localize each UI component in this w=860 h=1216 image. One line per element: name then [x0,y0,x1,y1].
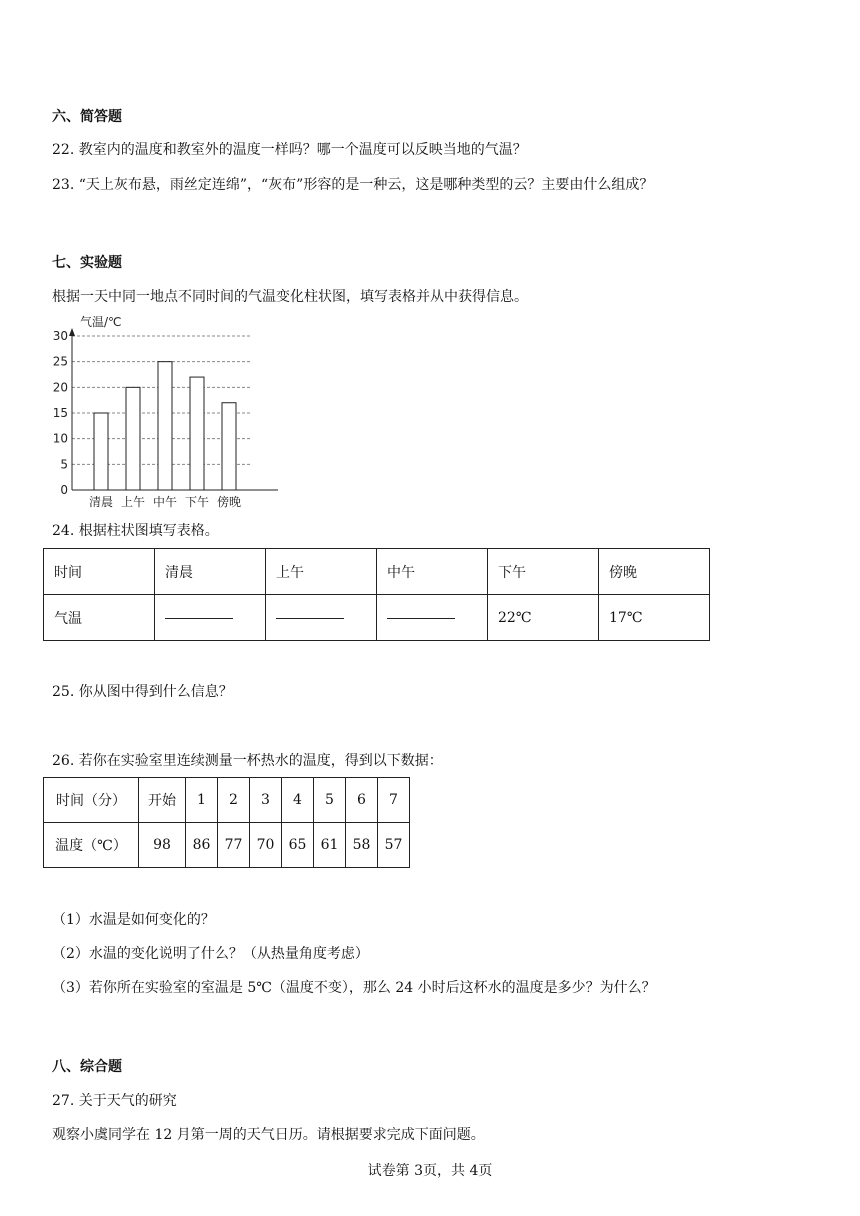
chart-x-tick-label: 清晨 [88,495,114,509]
chart-y-tick-label: 15 [52,406,68,420]
table-cell: 开始 [139,778,186,823]
table-cell: 77 [218,823,250,868]
chart-y-tick-labels [53,329,68,497]
chart-bar [126,387,140,490]
table-cell: 22℃ [488,595,599,641]
question-22: 22. 教室内的温度和教室外的温度一样吗？哪一个温度可以反映当地的气温？ [52,142,527,158]
table-cell: 1 [186,778,218,823]
chart-bar [158,362,172,490]
table-cell: 气温 [44,595,155,641]
chart-y-axis-label: 气温/℃ [80,315,122,329]
table-cell: 4 [282,778,314,823]
water-temperature-table [43,777,410,868]
chart-bar [94,413,108,490]
chart-y-tick-label: 20 [52,380,68,395]
table-cell: 7 [378,778,410,823]
table-cell: 3 [250,778,282,823]
table-row [44,823,410,868]
question-26-part-2: （2）水温的变化说明了什么？（从热量角度考虑） [52,946,369,962]
table-cell: 57 [378,823,410,868]
section-6-title: 六、简答题 [52,109,122,125]
table-cell: 70 [250,823,282,868]
table-cell: 17℃ [599,595,710,641]
table-row [44,778,410,823]
temperature-fill-table [43,548,710,641]
chart-bar [222,403,236,490]
chart-bars [94,362,236,490]
table-cell: 上午 [266,549,377,595]
table-cell: 傍晚 [599,549,710,595]
table-cell: 86 [186,823,218,868]
table-cell: 5 [314,778,346,823]
experiment-intro: 根据一天中同一地点不同时间的气温变化柱状图，填写表格并从中获得信息。 [52,289,528,305]
chart-y-tick-label: 5 [60,457,68,472]
question-26-part-1: （1）水温是如何变化的？ [52,912,215,928]
answer-blank-forenoon[interactable] [266,595,377,641]
question-25: 25. 你从图中得到什么信息？ [52,684,233,700]
chart-x-tick-labels [89,494,241,509]
chart-x-tick-label: 上午 [120,495,146,509]
table-cell: 时间（分） [44,778,139,823]
section-8-title: 八、综合题 [52,1059,122,1075]
chart-x-tick-label: 中午 [152,495,178,509]
chart-y-tick-label: 25 [52,354,68,369]
chart-y-axis-arrow [69,328,75,336]
section-7-title: 七、实验题 [52,255,122,271]
question-26: 26. 若你在实验室里连续测量一杯热水的温度，得到以下数据： [52,753,443,769]
table-cell: 2 [218,778,250,823]
table-cell: 清晨 [155,549,266,595]
chart-bar [190,377,204,490]
answer-blank-noon[interactable] [377,595,488,641]
chart-y-tick-label: 0 [60,483,68,497]
temperature-bar-chart [40,312,300,512]
table-cell: 中午 [377,549,488,595]
question-26-part-3: （3）若你所在实验室的室温是 5℃（温度不变），那么 24 小时后这杯水的温度是多少？为什么？ [52,980,656,996]
table-cell: 温度（℃） [44,823,139,868]
table-cell: 下午 [488,549,599,595]
table-row [44,549,710,595]
table-row [44,595,710,641]
page-footer: 试卷第 3页，共 4页 [367,1163,493,1179]
answer-blank-morning[interactable] [155,595,266,641]
table-cell: 98 [139,823,186,868]
chart-x-tick-label: 傍晚 [216,495,242,509]
question-27: 27. 关于天气的研究 [52,1093,177,1109]
question-27-intro: 观察小虞同学在 12 月第一周的天气日历。请根据要求完成下面问题。 [52,1127,485,1143]
chart-x-tick-label: 下午 [184,495,210,509]
table-cell: 58 [346,823,378,868]
question-24: 24. 根据柱状图填写表格。 [52,523,219,539]
table-cell: 6 [346,778,378,823]
chart-y-tick-label: 30 [52,329,68,343]
table-cell: 61 [314,823,346,868]
question-23: 23. “天上灰布悬，雨丝定连绵”，“灰布”形容的是一种云，这是哪种类型的云？主要由什么组成？ [52,177,654,193]
table-cell: 65 [282,823,314,868]
table-cell: 时间 [44,549,155,595]
chart-y-tick-label: 10 [52,431,68,446]
